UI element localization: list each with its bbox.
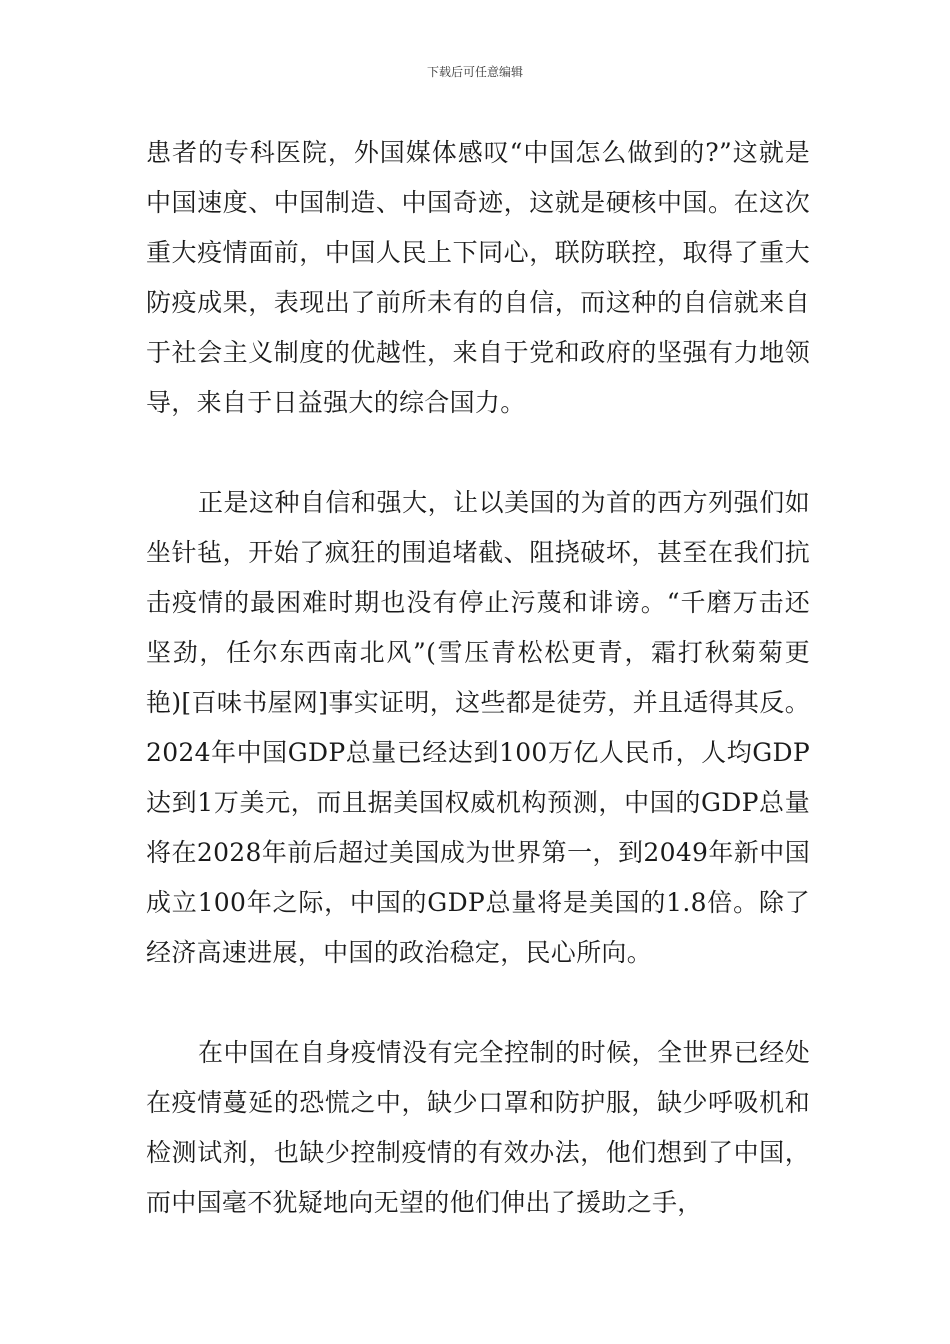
page-header: 下载后可任意编辑 [426, 65, 523, 79]
document-body [146, 128, 810, 1228]
paragraph-1: 患者的专科医院，外国媒体感叹“中国怎么做到的?”这就是中国速度、中国制造、中国奇迹，这就是硬核中国。在这次重大疫情面前，中国人民上下同心，联防联控，取得了重大防疫成果，表现出了前所未有的自信，而这种的自信就来自于社会主义制度的优越性，来自于党和政府的坚强有力地领导，来自于日益强大的综合国力。 [146, 138, 810, 417]
paragraph-3: 在中国在自身疫情没有完全控制的时候，全世界已经处在疫情蔓延的恐慌之中，缺少口罩和防护服，缺少呼吸机和检测试剂，也缺少控制疫情的有效办法，他们想到了中国，而中国毫不犹疑地向无望的他们伸出了援助之手， [146, 1038, 810, 1217]
paragraph-spacer [146, 428, 810, 478]
paragraph-spacer [146, 978, 810, 1028]
paragraph-2: 正是这种自信和强大，让以美国的为首的西方列强们如坐针毡，开始了疯狂的围追堵截、阻挠破坏，甚至在我们抗击疫情的最困难时期也没有停止污蔑和诽谤。“千磨万击还坚劲，任尔东西南北风”(雪压青松松更青，霜打秋菊菊更艳)[百味书屋网]事实证明，这些都是徒劳，并且适得其反。2024年中国GDP总量已经达到100万亿人民币，人均GDP达到1万美元，而且据美国权威机构预测，中国的GDP总量将在2028年前后超过美国成为世界第一，到2049年新中国成立100年之际，中国的GDP总量将是美国的1.8倍。除了经济高速进展，中国的政治稳定，民心所向。 [146, 488, 810, 967]
